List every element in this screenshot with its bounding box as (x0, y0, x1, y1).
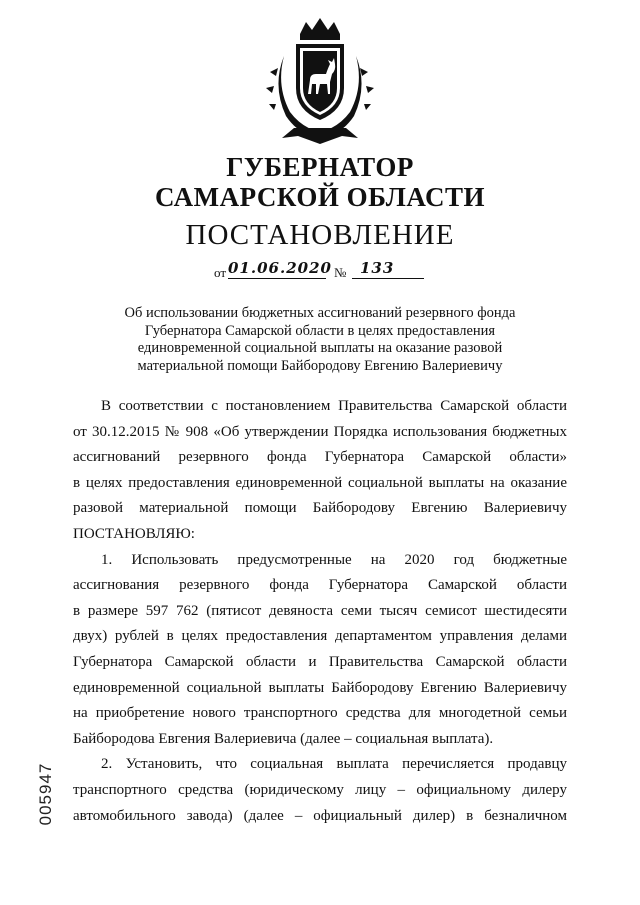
issuer-title-line2: САМАРСКОЙ ОБЛАСТИ (154, 182, 486, 212)
body-line: Байбородова Евгения Валериевича (далее – социальная выплата). (73, 730, 494, 747)
document-subject (80, 305, 560, 375)
subject-line: Об использовании бюджетных ассигнований резервного фонда (124, 305, 516, 321)
body-line: единовременной социальной выплаты Байбородову Евгению Валериевичу (73, 679, 567, 696)
samara-coat-of-arms-icon (264, 16, 376, 146)
subject-line: материальной помощи Байбородову Евгению Валериевичу (137, 357, 503, 374)
body-line: ассигнования резервного фонда Губернатора Самарской области (73, 577, 567, 594)
body-line: транспортного средства (юридическому лицу – официальному дилеру (73, 781, 567, 798)
document-body (73, 394, 567, 829)
body-line: на приобретение нового транспортного средства для многодетной семьи (73, 705, 567, 722)
date-prefix: от (214, 265, 227, 280)
body-line: автомобильного завода) (далее – официальный дилер) в безналичном (73, 807, 567, 824)
body-line: разовой материальной помощи Байбородову Евгению Валериевичу (73, 500, 567, 517)
registration-side-number (26, 752, 66, 842)
number-prefix: № (334, 265, 347, 280)
date-underline (228, 278, 326, 279)
body-line: от 30.12.2015 № 908 «Об утверждении Порядка использования бюджетных (73, 423, 567, 440)
body-line: 1. Использовать предусмотренные на 2020 год бюджетные (101, 551, 567, 568)
body-line: в размере 597 762 (пятисот девяноста семи тысяч семисот шестидесяти (73, 602, 567, 619)
side-number-text: 005947 (36, 762, 55, 826)
subject-line: единовременной социальной выплаты на оказание разовой (137, 340, 503, 356)
issuer-title-line1: ГУБЕРНАТОР (226, 152, 414, 182)
body-line: В соответствии с постановлением Правительства Самарской области (101, 398, 567, 414)
subject-line: Губернатора Самарской области в целях предоставления (144, 322, 496, 339)
body-line: ассигнований резервного фонда Губернатора Самарской области» (73, 449, 567, 466)
body-line: Губернатора Самарской области и Правительства Самарской области (73, 653, 567, 670)
number-underline (352, 278, 424, 279)
date-number-line (214, 259, 434, 283)
handwritten-number: 133 (360, 259, 395, 277)
body-line: в целях предоставления единовременной социальной выплаты на оказание (73, 474, 567, 491)
body-line: 2. Установить, что социальная выплата перечисляется продавцу (101, 756, 567, 773)
document-type-heading: ПОСТАНОВЛЕНИЕ (185, 219, 455, 251)
handwritten-date: 01.06.2020 (228, 259, 332, 277)
body-line: двух) рублей в целях предоставления департаментом управления делами (73, 628, 567, 645)
decree-word: ПОСТАНОВЛЯЮ: (73, 525, 195, 542)
